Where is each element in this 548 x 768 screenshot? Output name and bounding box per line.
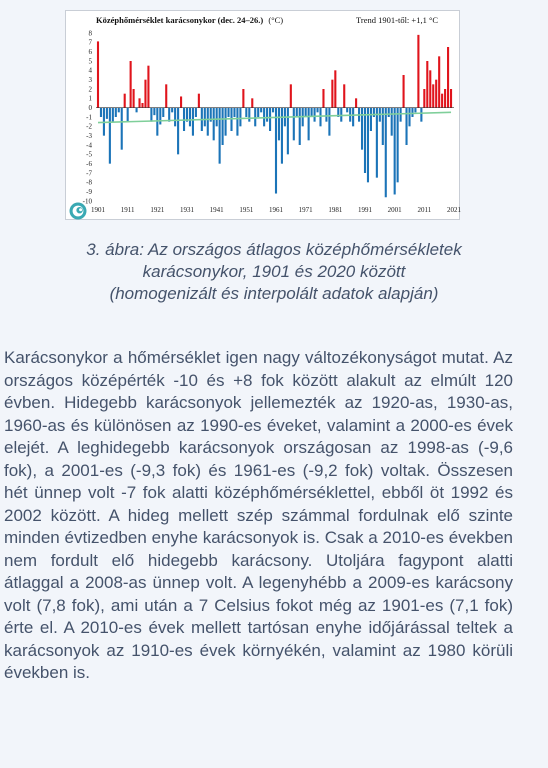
bars-group bbox=[97, 35, 452, 197]
bar-1988 bbox=[355, 98, 357, 107]
bar-1968 bbox=[296, 108, 298, 117]
bar-1916 bbox=[141, 103, 143, 108]
y-tick-label: 8 bbox=[88, 29, 92, 38]
x-tick-label: 1901 bbox=[91, 206, 105, 214]
bar-1998 bbox=[385, 108, 387, 198]
y-tick-label: -9 bbox=[86, 187, 92, 196]
spiral-logo-icon bbox=[70, 203, 87, 220]
caption-line-3: (homogenizált és interpolált adatok alapján) bbox=[109, 284, 439, 303]
x-tick-label: 1961 bbox=[269, 206, 283, 214]
y-tick-label: 2 bbox=[88, 85, 92, 94]
y-tick-label: -4 bbox=[86, 141, 92, 150]
y-axis-ticks bbox=[83, 29, 93, 205]
x-tick-label: 2021 bbox=[447, 206, 461, 214]
bar-1925 bbox=[168, 108, 170, 122]
x-tick-label: 1941 bbox=[209, 206, 224, 214]
bar-2009 bbox=[417, 35, 419, 108]
y-tick-label: 5 bbox=[88, 57, 92, 66]
y-tick-label: 0 bbox=[88, 103, 92, 112]
bar-1949 bbox=[239, 108, 241, 127]
chart-svg bbox=[66, 11, 459, 219]
y-tick-label: -10 bbox=[82, 197, 92, 206]
bar-1915 bbox=[138, 98, 140, 107]
bar-1927 bbox=[174, 108, 176, 127]
bar-2011 bbox=[423, 89, 425, 108]
bar-1999 bbox=[388, 108, 390, 117]
bar-2002 bbox=[397, 108, 399, 183]
bar-1976 bbox=[319, 108, 321, 127]
y-tick-label: 6 bbox=[88, 47, 92, 56]
bar-1983 bbox=[340, 108, 342, 122]
bar-1944 bbox=[225, 108, 227, 136]
bar-1907 bbox=[115, 108, 117, 117]
bar-1922 bbox=[159, 108, 161, 125]
bar-1913 bbox=[133, 89, 135, 108]
bar-2000 bbox=[391, 108, 393, 136]
bar-1914 bbox=[136, 108, 138, 113]
bar-1969 bbox=[299, 108, 301, 145]
bar-1940 bbox=[213, 108, 215, 141]
bar-1950 bbox=[242, 89, 244, 108]
bar-1991 bbox=[364, 108, 366, 173]
bar-1959 bbox=[269, 108, 271, 131]
bar-1962 bbox=[278, 108, 280, 141]
y-tick-label: -1 bbox=[86, 113, 92, 122]
bar-1967 bbox=[293, 108, 295, 141]
bar-2016 bbox=[438, 56, 440, 107]
bar-2003 bbox=[400, 108, 402, 122]
bar-1918 bbox=[147, 66, 149, 108]
bar-1972 bbox=[308, 108, 310, 141]
bar-1935 bbox=[198, 94, 200, 108]
bar-1974 bbox=[314, 108, 316, 122]
bar-1920 bbox=[153, 108, 155, 115]
y-tick-label: -2 bbox=[86, 122, 92, 131]
bar-1948 bbox=[236, 108, 238, 136]
bar-1979 bbox=[328, 108, 330, 136]
chart-title bbox=[96, 15, 283, 25]
bar-2001 bbox=[394, 108, 396, 195]
x-tick-label: 2001 bbox=[387, 206, 402, 214]
x-tick-label: 2011 bbox=[417, 206, 432, 214]
y-tick-label: 4 bbox=[88, 66, 92, 75]
bar-1981 bbox=[334, 70, 336, 107]
bar-1904 bbox=[106, 108, 108, 119]
article-paragraph: Karácsonykor a hőmérséklet igen nagy változékonyságot mutat. Az országos középérték -10 és +8 fok között alakult az elmúlt 120 évben. Hidegebb karácsonyok jellemezték az 1920-as, 1930-as, 1960-as és különösen az 1990-es éveket, valamint a 2000-es évek elejét. A leghidegebb karácsonyok országosan az 1998-as (-9,6 fok), a 2001-es (-9,3 fok) és 1961-es (-9,2 fok) voltak. Összesen hét ünnep volt -7 fok alatti középhőmérséklettel, ebből öt 1992 és 2002 között. A hideg mellett szép számmal fordulnak elő szinte minden évtizedben enyhe karácsonyok is. Csak a 2010-es években nem fordult elő hidegebb karácsony. Utoljára fagypont alatti átlaggal a 2008-as ünnep volt. A legenyhébb a 2009-es karácsony volt (7,8 fok), ami után a 7 Celsius fokot még az 1901-es (7,1 fok) érte el. A 2010-es évek mellett tartósan enyhe időjárással teltek a karácsonyok az 1910-es évek környékén, valamint az 1980 körüli években is. bbox=[4, 348, 513, 682]
bar-1932 bbox=[189, 108, 191, 127]
bar-1965 bbox=[287, 108, 289, 155]
bar-2004 bbox=[403, 75, 405, 108]
y-tick-label: -5 bbox=[86, 150, 92, 159]
bar-2018 bbox=[444, 89, 446, 108]
y-tick-label: -7 bbox=[86, 169, 92, 178]
bar-1941 bbox=[216, 108, 218, 127]
bar-1912 bbox=[130, 61, 132, 108]
bar-1924 bbox=[165, 84, 167, 107]
bar-1938 bbox=[207, 108, 209, 136]
bar-1985 bbox=[346, 108, 348, 113]
bar-2006 bbox=[408, 108, 410, 127]
bar-1937 bbox=[204, 108, 206, 127]
bar-1908 bbox=[118, 108, 120, 113]
bar-2020 bbox=[450, 89, 452, 108]
bar-1954 bbox=[254, 108, 256, 127]
bar-2015 bbox=[435, 80, 437, 108]
x-tick-label: 1981 bbox=[328, 206, 343, 214]
bar-2010 bbox=[420, 108, 422, 122]
x-tick-label: 1931 bbox=[180, 206, 194, 214]
bar-1955 bbox=[257, 108, 259, 117]
bar-1978 bbox=[325, 108, 327, 122]
y-tick-label: -3 bbox=[86, 131, 92, 140]
bar-1901 bbox=[97, 41, 99, 107]
bar-1911 bbox=[127, 108, 129, 122]
bar-2007 bbox=[411, 108, 413, 117]
bar-2012 bbox=[426, 61, 428, 108]
bar-1960 bbox=[272, 108, 274, 113]
bar-1905 bbox=[109, 108, 111, 164]
bar-1952 bbox=[248, 108, 250, 122]
bar-1997 bbox=[382, 108, 384, 145]
bar-1963 bbox=[281, 108, 283, 164]
chart-figure bbox=[65, 10, 460, 220]
bar-1993 bbox=[370, 108, 372, 131]
bar-1923 bbox=[162, 108, 164, 117]
bar-2008 bbox=[414, 108, 416, 113]
bar-1902 bbox=[100, 108, 102, 117]
bar-1992 bbox=[367, 108, 369, 183]
x-axis-ticks bbox=[91, 206, 462, 214]
bar-1951 bbox=[245, 108, 247, 117]
y-tick-label: -8 bbox=[86, 178, 92, 187]
bar-1971 bbox=[305, 108, 307, 117]
bar-1980 bbox=[331, 80, 333, 108]
bar-2017 bbox=[441, 94, 443, 108]
bar-1919 bbox=[150, 108, 152, 122]
bar-1917 bbox=[144, 80, 146, 108]
bar-1928 bbox=[177, 108, 179, 155]
caption-line-2: karácsonykor, 1901 és 2020 között bbox=[142, 262, 406, 281]
bar-1910 bbox=[124, 94, 126, 108]
bar-1909 bbox=[121, 108, 123, 150]
bar-1945 bbox=[227, 108, 229, 117]
bar-1990 bbox=[361, 108, 363, 150]
bar-1995 bbox=[376, 108, 378, 178]
bar-1943 bbox=[222, 108, 224, 145]
caption-line-1: 3. ábra: Az országos átlagos középhőmérsékletek bbox=[86, 240, 462, 259]
figure-caption bbox=[40, 239, 508, 305]
bar-1942 bbox=[219, 108, 221, 164]
bar-1934 bbox=[195, 108, 197, 117]
chart-trend-label: Trend 1901-től: +1,1 °C bbox=[356, 15, 439, 25]
bar-1994 bbox=[373, 108, 375, 117]
bar-1961 bbox=[275, 108, 277, 194]
bar-1966 bbox=[290, 84, 292, 107]
x-tick-label: 1951 bbox=[239, 206, 254, 214]
bar-1926 bbox=[171, 108, 173, 113]
bar-1975 bbox=[316, 108, 318, 113]
bar-1956 bbox=[260, 108, 262, 113]
bar-2014 bbox=[432, 84, 434, 107]
bar-1977 bbox=[322, 89, 324, 108]
chart-title-text: Középhőmérséklet karácsonykor (dec. 24–26.) bbox=[96, 15, 264, 25]
bar-2013 bbox=[429, 70, 431, 107]
y-tick-label: 1 bbox=[88, 94, 92, 103]
bar-1947 bbox=[233, 108, 235, 117]
x-tick-label: 1921 bbox=[150, 206, 165, 214]
bar-1984 bbox=[343, 84, 345, 107]
bar-1953 bbox=[251, 98, 253, 107]
bar-1987 bbox=[352, 108, 354, 127]
y-tick-label: 3 bbox=[88, 75, 92, 84]
x-tick-label: 1911 bbox=[120, 206, 135, 214]
x-tick-label: 1991 bbox=[358, 206, 372, 214]
bar-1906 bbox=[112, 108, 114, 122]
bar-1933 bbox=[192, 108, 194, 136]
bar-1929 bbox=[180, 96, 182, 107]
y-tick-label: 7 bbox=[88, 38, 92, 47]
bar-2019 bbox=[447, 47, 449, 108]
bar-1958 bbox=[266, 108, 268, 122]
y-tick-label: -6 bbox=[86, 159, 92, 168]
x-tick-label: 1971 bbox=[298, 206, 313, 214]
chart-unit: (°C) bbox=[268, 15, 284, 25]
